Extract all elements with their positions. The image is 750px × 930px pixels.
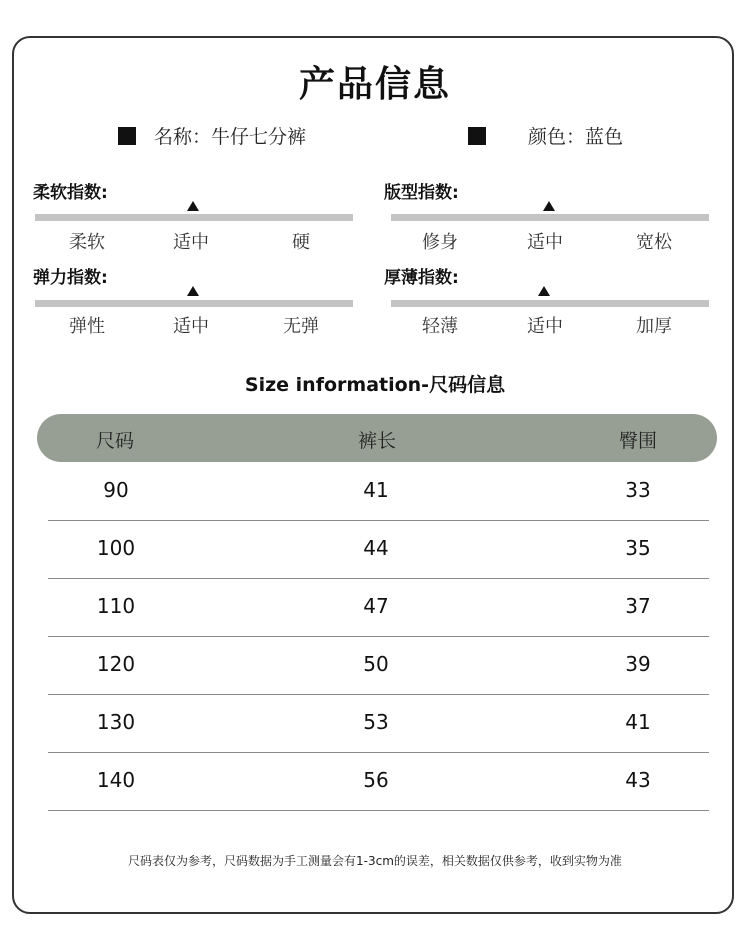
header-size: 尺码 bbox=[95, 430, 134, 452]
cell-hip: 37 bbox=[625, 594, 651, 618]
product-color: 颜色：蓝色 bbox=[528, 126, 624, 148]
fit-index-label: 版型指数: bbox=[384, 183, 459, 203]
cell-size: 110 bbox=[96, 594, 136, 618]
thickness-option: 加厚 bbox=[636, 316, 672, 337]
size-section-title: Size information-尺码信息 bbox=[244, 374, 506, 396]
elasticity-option: 适中 bbox=[173, 316, 209, 337]
cell-hip: 33 bbox=[625, 478, 651, 502]
fit-option: 修身 bbox=[422, 232, 458, 253]
product-color-row bbox=[468, 122, 623, 149]
elasticity-index-label: 弹力指数: bbox=[33, 268, 108, 288]
table-row bbox=[48, 752, 709, 811]
softness-option: 适中 bbox=[173, 232, 209, 253]
table-row bbox=[48, 578, 709, 637]
elasticity-option: 无弹 bbox=[283, 316, 319, 337]
softness-option: 硬 bbox=[292, 232, 310, 253]
cell-size: 130 bbox=[96, 710, 136, 734]
cell-hip: 43 bbox=[625, 768, 651, 792]
table-row bbox=[48, 520, 709, 579]
cell-size: 100 bbox=[96, 536, 136, 560]
fit-marker-icon bbox=[543, 201, 555, 211]
cell-length: 50 bbox=[363, 652, 389, 676]
fit-option: 宽松 bbox=[636, 232, 672, 253]
thickness-index-label: 厚薄指数: bbox=[384, 268, 459, 288]
softness-option: 柔软 bbox=[69, 232, 105, 253]
softness-scale-bar bbox=[35, 214, 353, 221]
thickness-scale-bar bbox=[391, 300, 709, 307]
disclaimer-note: 尺码表仅为参考，尺码数据为手工测量会有1-3cm的误差，相关数据仅供参考，收到实物为准 bbox=[128, 854, 622, 868]
softness-index-label: 柔软指数: bbox=[33, 183, 108, 203]
header-pants-length: 裤长 bbox=[357, 430, 396, 452]
cell-hip: 39 bbox=[625, 652, 651, 676]
cell-length: 56 bbox=[363, 768, 389, 792]
elasticity-scale-bar bbox=[35, 300, 353, 307]
softness-marker-icon bbox=[187, 201, 199, 211]
table-row bbox=[48, 694, 709, 753]
cell-length: 44 bbox=[363, 536, 389, 560]
cell-length: 53 bbox=[363, 710, 389, 734]
table-row bbox=[48, 462, 709, 521]
cell-size: 90 bbox=[103, 478, 129, 502]
product-name: 名称：牛仔七分裤 bbox=[154, 126, 307, 148]
cell-hip: 41 bbox=[625, 710, 651, 734]
product-name-row bbox=[118, 122, 306, 149]
fit-option: 适中 bbox=[527, 232, 563, 253]
thickness-marker-icon bbox=[538, 286, 550, 296]
cell-size: 140 bbox=[96, 768, 136, 792]
square-bullet-icon bbox=[118, 127, 136, 145]
thickness-option: 适中 bbox=[527, 316, 563, 337]
cell-size: 120 bbox=[96, 652, 136, 676]
page-title: 产品信息 bbox=[298, 64, 451, 105]
cell-length: 41 bbox=[363, 478, 389, 502]
cell-length: 47 bbox=[363, 594, 389, 618]
elasticity-marker-icon bbox=[187, 286, 199, 296]
size-table-header bbox=[37, 414, 717, 462]
cell-hip: 35 bbox=[625, 536, 651, 560]
header-hip: 臀围 bbox=[618, 430, 657, 452]
fit-scale-bar bbox=[391, 214, 709, 221]
elasticity-option: 弹性 bbox=[69, 316, 105, 337]
square-bullet-icon bbox=[468, 127, 486, 145]
thickness-option: 轻薄 bbox=[422, 316, 458, 337]
table-row bbox=[48, 636, 709, 695]
